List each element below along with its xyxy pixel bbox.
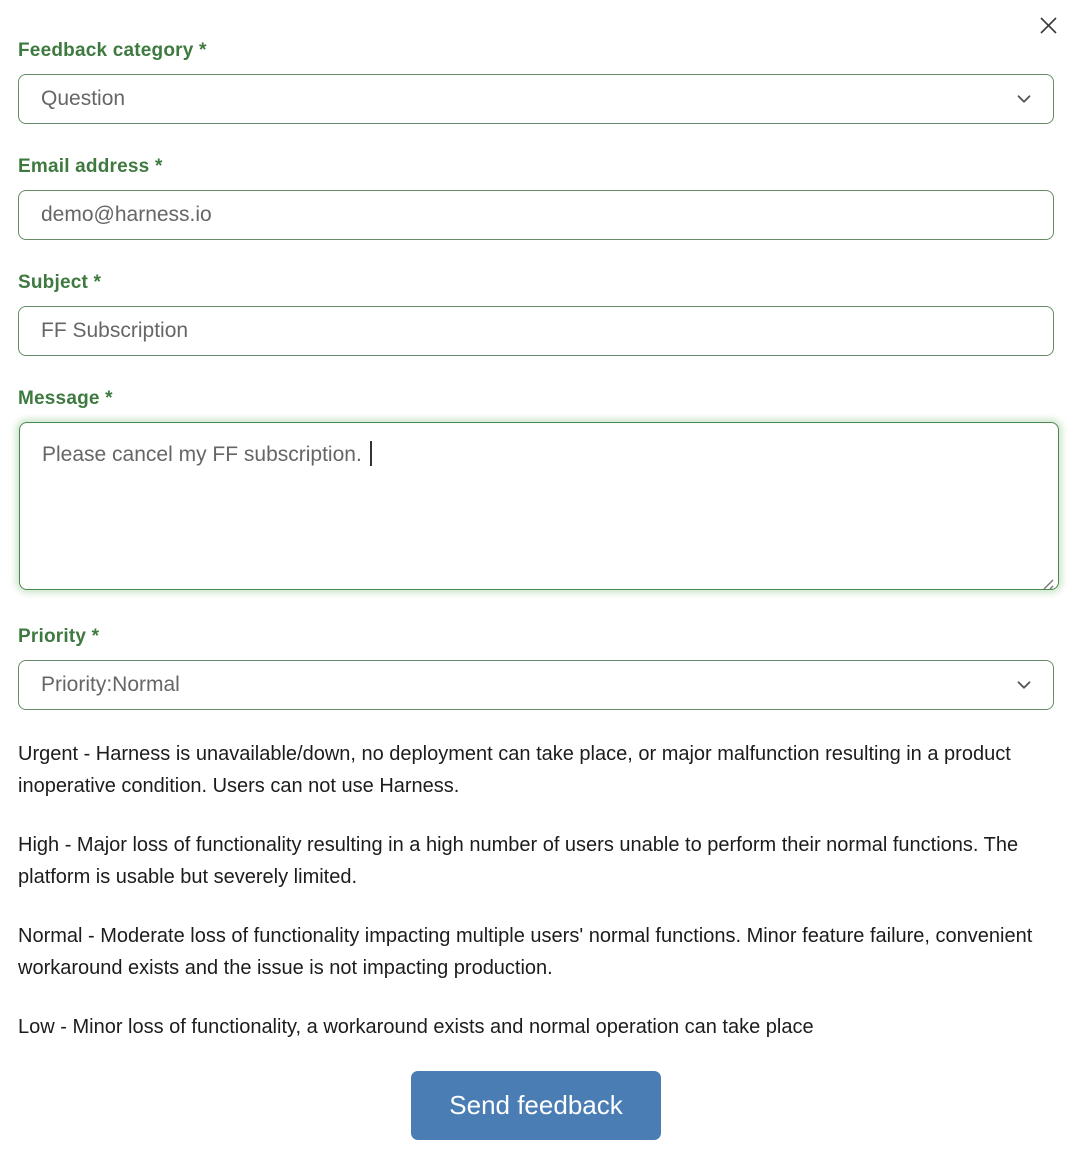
priority-group <box>18 626 1054 710</box>
chevron-down-icon <box>1013 674 1035 696</box>
required-asterisk: * <box>91 626 100 647</box>
resize-handle-icon[interactable] <box>1041 572 1054 585</box>
message-text: Please cancel my FF subscription. <box>42 443 362 466</box>
subject-label-text: Subject <box>18 272 89 293</box>
priority-select[interactable] <box>18 660 1054 710</box>
priority-value: Priority:Normal <box>41 673 180 696</box>
x-icon <box>1039 16 1058 35</box>
message-label-text: Message <box>18 388 100 409</box>
feedback-category-select[interactable] <box>18 74 1054 124</box>
email-label-text: Email address <box>18 156 150 177</box>
send-feedback-button[interactable]: Send feedback <box>411 1071 660 1140</box>
email-field[interactable] <box>18 190 1054 240</box>
message-textarea[interactable] <box>19 422 1059 590</box>
subject-group <box>18 272 1054 356</box>
priority-label-text: Priority <box>18 626 87 647</box>
required-asterisk: * <box>93 272 102 293</box>
required-asterisk: * <box>154 156 163 177</box>
message-label <box>18 388 1054 410</box>
feedback-category-value: Question <box>41 87 126 110</box>
chevron-down-icon <box>1013 88 1035 110</box>
email-group <box>18 156 1054 240</box>
high-description: High - Major loss of functionality resulting in a high number of users unable to perform their normal functions. The platform is usable but severely limited. <box>18 834 1019 888</box>
priority-descriptions <box>18 738 1054 1043</box>
text-cursor <box>370 441 372 466</box>
required-asterisk: * <box>105 388 113 409</box>
feedback-category-label-text: Feedback category <box>18 40 194 61</box>
close-button[interactable] <box>1036 13 1060 37</box>
subject-field[interactable] <box>18 306 1054 356</box>
urgent-description: Urgent - Harness is unavailable/down, no deployment can take place, or major malfunction resulting in a product inoperative condition. Users can not use Harness. <box>18 743 1011 797</box>
feedback-category-group <box>18 40 1054 124</box>
subject-label <box>18 272 1054 294</box>
message-group <box>18 388 1054 590</box>
feedback-category-label <box>18 40 1054 62</box>
low-description: Low - Minor loss of functionality, a workaround exists and normal operation can take place <box>18 1016 814 1038</box>
submit-row <box>18 1071 1054 1140</box>
email-label <box>18 156 1054 178</box>
normal-description: Normal - Moderate loss of functionality impacting multiple users' normal functions. Minor feature failure, convenient workaround exists and the issue is not impacting production. <box>18 925 1033 979</box>
priority-label <box>18 626 1054 648</box>
required-asterisk: * <box>199 40 207 61</box>
